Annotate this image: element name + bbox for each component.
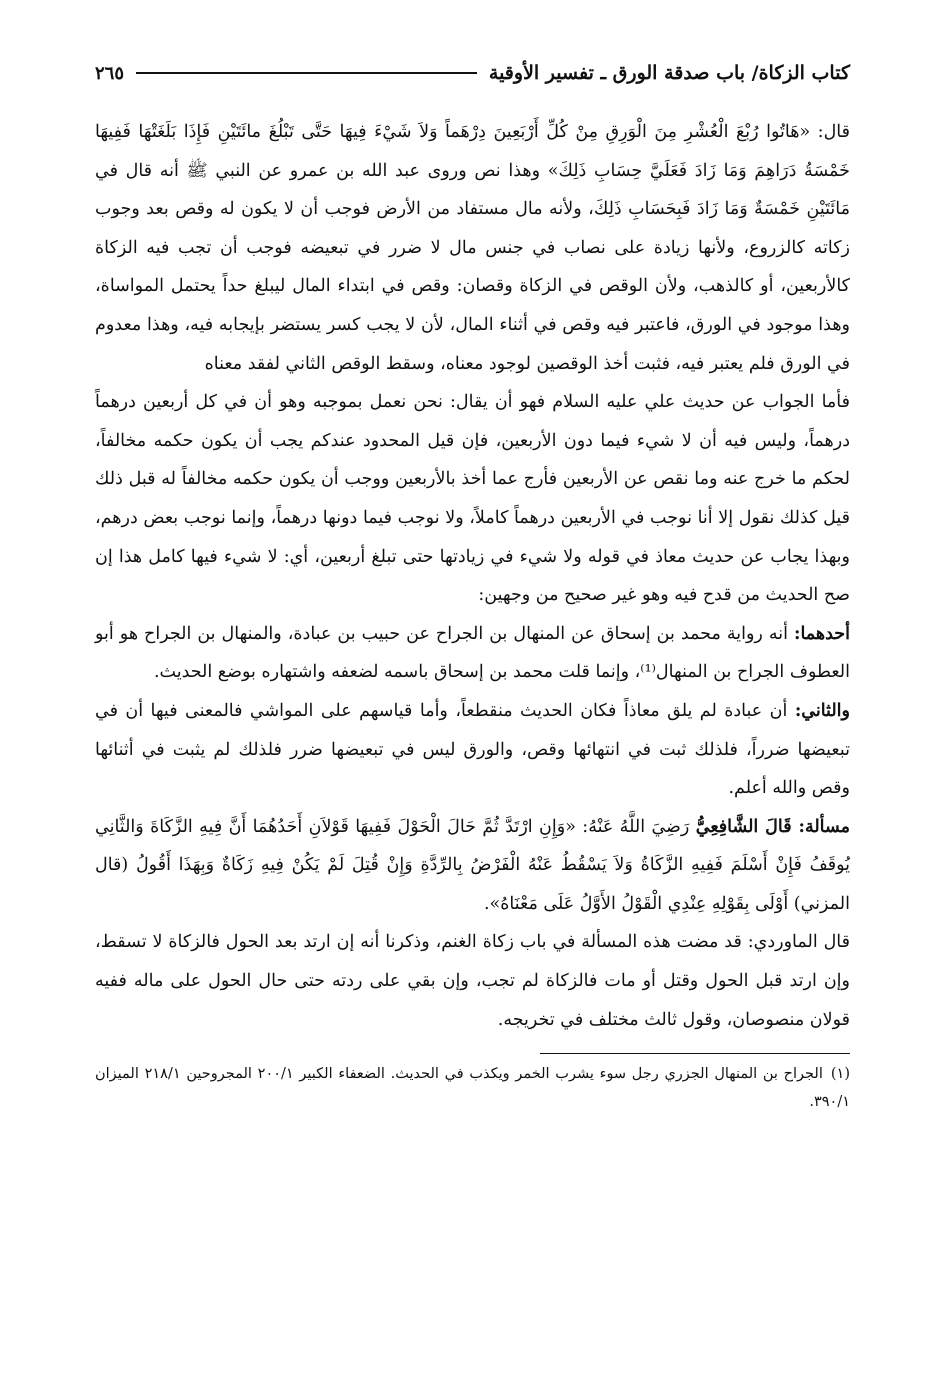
paragraph-text: أن عبادة لم يلق معاذاً فكان الحديث منقطعاً، وأما قياسهم على المواشي فالمعنى فيها أن في تبعيضها ضرراً، فلذلك ثبت في انتهائها وقص، والورق ليس في تبعيضها ضرر فلذلك لم يثبت في أثنائها وقص والله أعلم. xyxy=(95,700,850,799)
paragraph-text: رَضِيَ اللَّهُ عَنْهُ: «وَإِنِ ارْتَدَّ ثُمَّ حَالَ الْحَوْلَ فَفِيهَا قَوْلاَنِ أَحَدُهُمَا أَنَّ فِيهِ الزَّكَاةَ وَالثَّانِي يُوقَفُ فَإِنْ أَسْلَمَ فَفِيهِ الزَّكَاةُ وَلاَ يَسْقُطُ عَنْهُ الْفَرْضُ بِالرِّدَّةِ وَإِنْ قُتِلَ لَمْ يَكُنْ فِيهِ زَكَاةٌ وَبِهَذَا أَقُولُ (قال المزني) أَوْلَى بِقَوْلِهِ عِنْدِي الْقَوْلُ الأَوَّلُ عَلَى مَعْنَاهُ». xyxy=(95,816,850,914)
paragraph-text: قال الماوردي: قد مضت هذه المسألة في باب زكاة الغنم، وذكرنا أنه إن ارتد بعد الحول فالزكاة لا تسقط، وإن ارتد قبل الحول وقتل أو مات فالزكاة لم تجب، وإن بقي على ردته حتى حال الحول على ماله ففيه قولان منصوصان، وقول ثالث مختلف في تخريجه. xyxy=(95,932,850,1030)
header-rule xyxy=(136,72,477,74)
paragraph-text: قال: «هَاتُوا رُبْعَ الْعُشْرِ مِنَ الْوَرِقِ مِنْ كُلِّ أَرْبَعِينَ دِرْهَماً وَلاَ شَيْءَ فِيهَا حَتَّى تَبْلُغَ مائَتَيْنِ فَإِذَا بَلَغَتْهَا فَفِيهَا خَمْسَةُ دَرَاهِمَ وَمَا زَادَ فَعَلَيَّ حِسَابِ ذَلِكَ» وهذا نص وروى عبد الله بن عمرو عن النبي ﷺ أنه قال في مَائَتَيْنِ خَمْسَةٌ وَمَا زَادَ فَبِحَسَابِ ذَلِكَ، ولأنه مال مستفاد من الأرض فوجب أن لا يكون له وقص بعد وجوب زكاته كالزروع، ولأنها زيادة على نصاب في جنس مال لا ضرر في تبعيضه فوجب أن تجب فيه الزكاة كالأربعين، أو كالذهب، ولأن الوقص في الزكاة وقصان: وقص في ابتداء المال ليبلغ حداً يحتمل المواساة، وهذا موجود في الورق، فاعتبر فيه وقص في أثناء المال، لأن لا يجب كسر يستضر بإيجابه فيه، وهذا معدوم في الورق فلم يعتبر فيه، فثبت أخذ الوقصين لوجود معناه، وسقط الوقص الثاني لفقد معناه xyxy=(95,122,850,374)
paragraph-3 xyxy=(95,615,850,692)
paragraph-text: أنه رواية محمد بن إسحاق عن المنهال بن الجراح عن حبيب بن عبادة، والمنهال بن الجراح هو أبو العطوف الجراح بن المنهال⁽¹⁾، وإنما قلت محمد بن إسحاق باسمه لضعفه واشتهاره بوضع الحديث. xyxy=(95,623,850,683)
paragraph-text: فأما الجواب عن حديث علي عليه السلام فهو أن يقال: نحن نعمل بموجبه وهو أن في كل أربعين درهماً درهماً، وليس فيه أن لا شيء فيما دون الأربعين، فإن قيل المحدود عندكم يجب أن يكون حكمه مخالفاً، لحكم ما خرج عنه وما نقص عن الأربعين فأرج عما أخذ بالأربعين ووجب أن يكون حكمه مخالفاً له قبل ذلك قيل كذلك نقول إلا أنا نوجب في الأربعين درهماً كاملاً، ولا نوجب فيما دونها درهماً، وإنما نوجب بعض درهم، وبهذا يجاب عن حديث معاذ في قوله ولا شيء في زيادتها حتى تبلغ أربعين، أي: لا شيء فيها كامل هذا إن صح الحديث من قدح فيه وهو غير صحيح من وجهين: xyxy=(95,392,850,606)
running-title: كتاب الزكاة/ باب صدقة الورق ـ تفسير الأوقية xyxy=(488,62,850,84)
paragraph-lead: والثاني: xyxy=(794,700,850,721)
page-header xyxy=(95,55,850,91)
book-page xyxy=(95,55,850,1116)
footnote-rule xyxy=(540,1053,850,1054)
paragraph-5 xyxy=(95,808,850,924)
paragraph-6 xyxy=(95,923,850,1039)
main-text xyxy=(95,113,850,1039)
paragraph-lead: أحدهما: xyxy=(793,623,850,644)
paragraph-2 xyxy=(95,383,850,615)
footnote-text: الجراح بن المنهال الجزري رجل سوء يشرب الخمر ويكذب في الحديث. الضعفاء الكبير ٢٠٠/١ المجروحين ٢١٨/١ الميزان ٣٩٠/١. xyxy=(95,1066,850,1111)
footnote-number: (١) xyxy=(830,1066,850,1083)
paragraph-lead: مسألة: قَالَ الشَّافِعِيُّ xyxy=(695,816,850,837)
page-number: ٢٦٥ xyxy=(95,62,125,84)
paragraph-1 xyxy=(95,113,850,383)
paragraph-4 xyxy=(95,692,850,808)
footnote xyxy=(95,1060,850,1116)
